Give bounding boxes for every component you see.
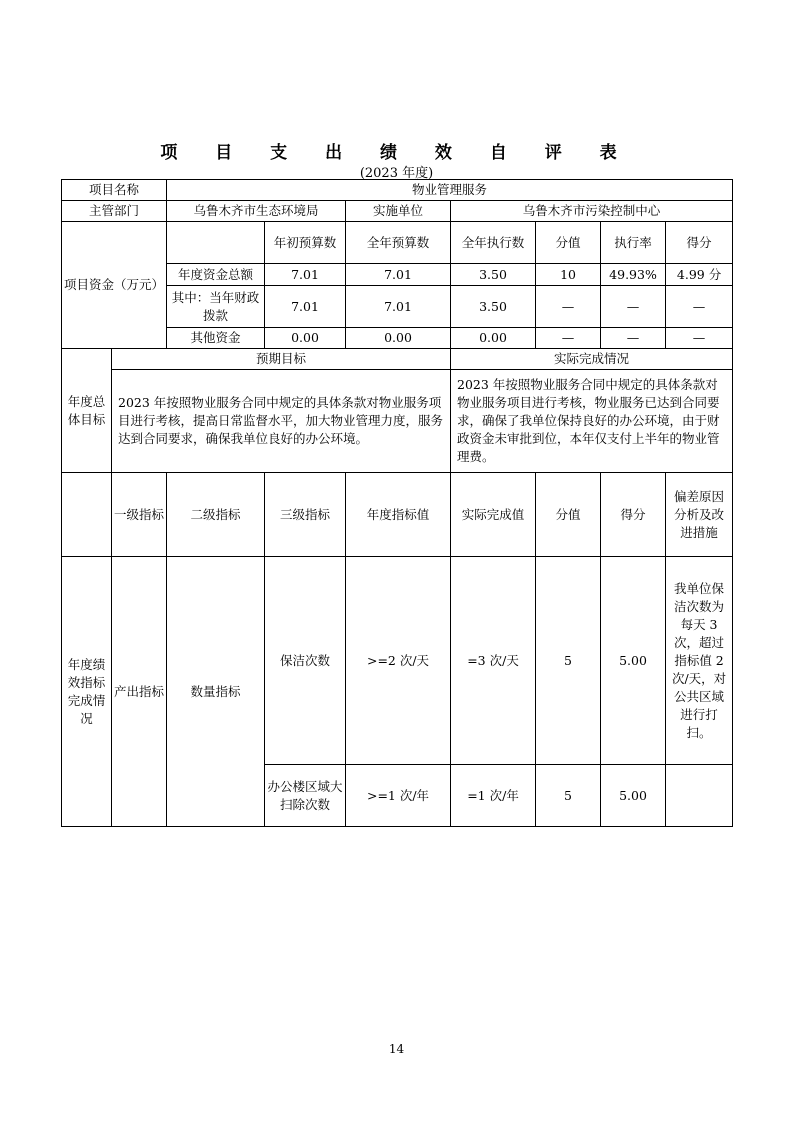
indicator-header: 三级指标 bbox=[265, 473, 346, 557]
project-name-label: 项目名称 bbox=[62, 180, 167, 201]
indicator-score: 5.00 bbox=[601, 557, 666, 765]
fund-executed: 3.50 bbox=[451, 264, 536, 286]
actual-goal-text: 2023 年按照物业服务合同中规定的具体条款对物业服务项目进行考核，物业服务已达到合同要求，确保了我单位保持良好的办公环境，由于财政资金未审批到位，本年仅支付上半年的物业管理费。 bbox=[451, 370, 733, 473]
indicator-actual: =3 次/天 bbox=[451, 557, 536, 765]
year-subtitle: (2023 年度) bbox=[359, 166, 434, 181]
dept-value: 乌鲁木齐市生态环境局 bbox=[167, 201, 346, 222]
fund-annual: 7.01 bbox=[346, 264, 451, 286]
indicator-score-value: 5 bbox=[536, 765, 601, 827]
fund-row-name: 其中：当年财政拨款 bbox=[167, 286, 265, 328]
expected-goal-header: 预期目标 bbox=[112, 349, 451, 370]
fund-annual: 0.00 bbox=[346, 328, 451, 349]
indicator-target: >=1 次/年 bbox=[346, 765, 451, 827]
indicator-deviation bbox=[666, 765, 733, 827]
indicator-deviation: 我单位保洁次数为每天 3 次，超过指标值 2 次/天，对公共区域进行打扫。 bbox=[666, 557, 733, 765]
page-number: 14 bbox=[388, 1042, 405, 1056]
funds-header-blank bbox=[167, 222, 265, 264]
self-evaluation-table bbox=[61, 179, 733, 827]
dept-label: 主管部门 bbox=[62, 201, 167, 222]
level3-indicator: 保洁次数 bbox=[265, 557, 346, 765]
indicator-header: 偏差原因分析及改进措施 bbox=[666, 473, 733, 557]
level1-indicator: 产出指标 bbox=[112, 557, 167, 827]
fund-annual: 7.01 bbox=[346, 286, 451, 328]
page-title: 项 目 支 出 绩 效 自 评 表 bbox=[160, 143, 633, 163]
indicator-header: 分值 bbox=[536, 473, 601, 557]
indicator-score: 5.00 bbox=[601, 765, 666, 827]
fund-row-name: 其他资金 bbox=[167, 328, 265, 349]
fund-row-name: 年度资金总额 bbox=[167, 264, 265, 286]
fund-score-value: — bbox=[536, 286, 601, 328]
indicator-header: 年度指标值 bbox=[346, 473, 451, 557]
fund-score-value: — bbox=[536, 328, 601, 349]
indicator-header: 得分 bbox=[601, 473, 666, 557]
indicator-header: 一级指标 bbox=[112, 473, 167, 557]
unit-value: 乌鲁木齐市污染控制中心 bbox=[451, 201, 733, 222]
funds-label: 项目资金（万元） bbox=[62, 222, 167, 349]
fund-rate: — bbox=[601, 328, 666, 349]
fund-initial: 0.00 bbox=[265, 328, 346, 349]
indicator-target: >=2 次/天 bbox=[346, 557, 451, 765]
indicators-label: 年度绩效指标完成情况 bbox=[62, 557, 112, 827]
fund-score: — bbox=[666, 328, 733, 349]
indicator-header: 实际完成值 bbox=[451, 473, 536, 557]
expected-goal-text: 2023 年按照物业服务合同中规定的具体条款对物业服务项目进行考核，提高日常监督水平，加大物业管理力度，服务达到合同要求，确保我单位良好的办公环境。 bbox=[112, 370, 451, 473]
fund-rate: 49.93% bbox=[601, 264, 666, 286]
fund-score: — bbox=[666, 286, 733, 328]
funds-header: 年初预算数 bbox=[265, 222, 346, 264]
funds-header: 分值 bbox=[536, 222, 601, 264]
fund-score-value: 10 bbox=[536, 264, 601, 286]
fund-initial: 7.01 bbox=[265, 264, 346, 286]
goals-label: 年度总体目标 bbox=[62, 349, 112, 473]
indicator-actual: =1 次/年 bbox=[451, 765, 536, 827]
indicator-score-value: 5 bbox=[536, 557, 601, 765]
fund-score: 4.99 分 bbox=[666, 264, 733, 286]
funds-header: 得分 bbox=[666, 222, 733, 264]
fund-initial: 7.01 bbox=[265, 286, 346, 328]
fund-rate: — bbox=[601, 286, 666, 328]
indicator-header-blank bbox=[62, 473, 112, 557]
indicator-header: 二级指标 bbox=[167, 473, 265, 557]
fund-executed: 0.00 bbox=[451, 328, 536, 349]
level3-indicator: 办公楼区域大扫除次数 bbox=[265, 765, 346, 827]
project-name-value: 物业管理服务 bbox=[167, 180, 733, 201]
fund-executed: 3.50 bbox=[451, 286, 536, 328]
funds-header: 全年执行数 bbox=[451, 222, 536, 264]
actual-goal-header: 实际完成情况 bbox=[451, 349, 733, 370]
level2-indicator: 数量指标 bbox=[167, 557, 265, 827]
funds-header: 执行率 bbox=[601, 222, 666, 264]
funds-header: 全年预算数 bbox=[346, 222, 451, 264]
unit-label: 实施单位 bbox=[346, 201, 451, 222]
